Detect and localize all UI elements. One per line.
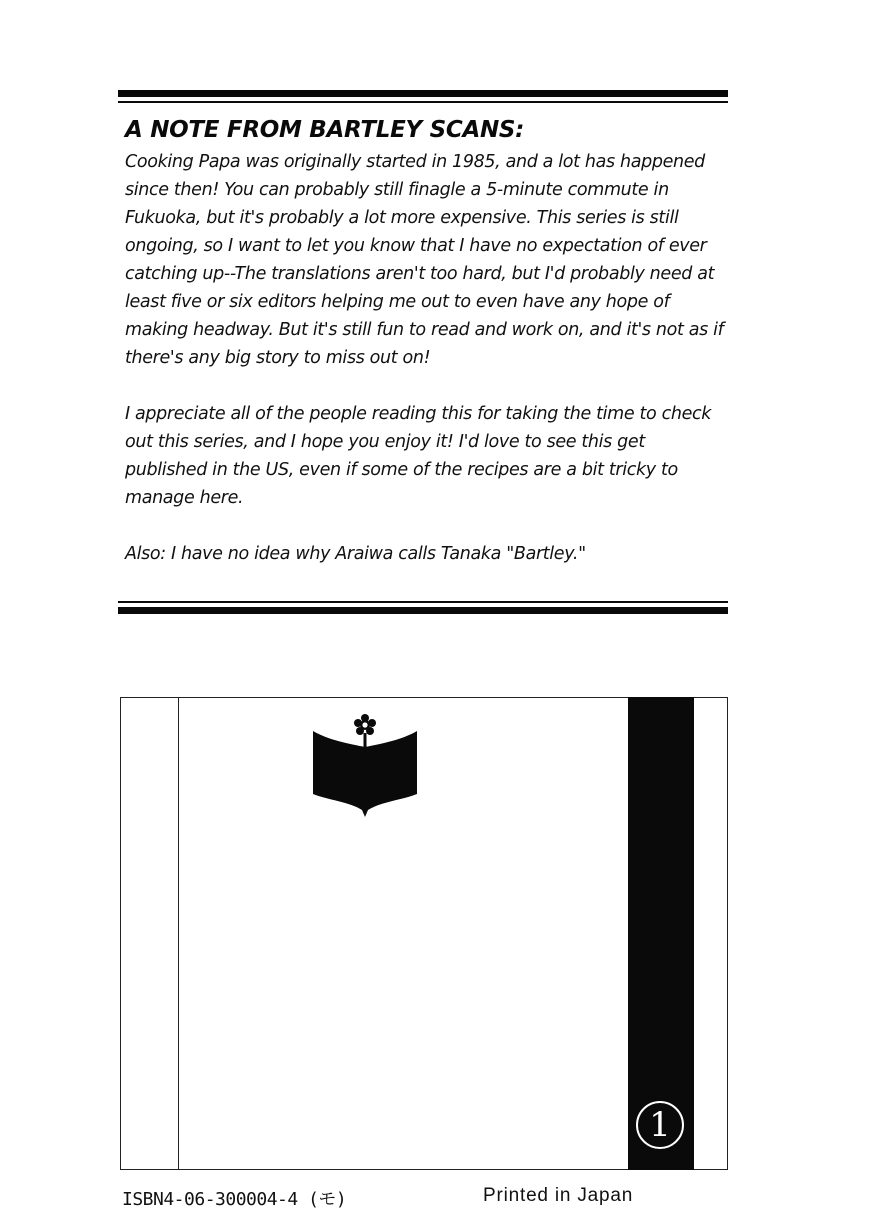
top-thick-rule [118, 90, 728, 97]
note-body [125, 148, 730, 568]
spine-bar [628, 697, 694, 1170]
note-paragraph-3: Also: I have no idea why Araiwa calls Tanaka "Bartley." [125, 544, 586, 564]
cover-inner-line [178, 697, 179, 1170]
bottom-thick-rule [118, 607, 728, 614]
bottom-thin-rule [118, 601, 728, 603]
note-paragraph-2: I appreciate all of the people reading this for taking the time to check out this series, and I hope you enjoy it! I'd love to see this get published in the US, even if some of the recipes are a bit tricky to manage here. [125, 404, 712, 508]
note-paragraph-1: Cooking Papa was originally started in 1985, and a lot has happened since then! You can probably still finagle a 5-minute commute in Fukuoka, but it's probably a lot more expensive. This series is still ongoing, so I want to let you know that I have no expectation of ever catching up--The translations aren't too hard, but I'd probably need at least five or six editors helping me out to even have any hope of making headway. But it's still fun to read and work on, and it's not as if there's any big story to miss out on! [125, 152, 724, 368]
printed-in-text: Printed in Japan [483, 1185, 634, 1206]
note-heading: A NOTE FROM BARTLEY SCANS: [125, 117, 525, 143]
isbn-text: ISBN4-06-300004-4 (モ) [122, 1189, 347, 1210]
flower-book-icon [310, 714, 420, 818]
volume-number-badge: 1 [636, 1101, 684, 1149]
top-thin-rule [118, 101, 728, 103]
